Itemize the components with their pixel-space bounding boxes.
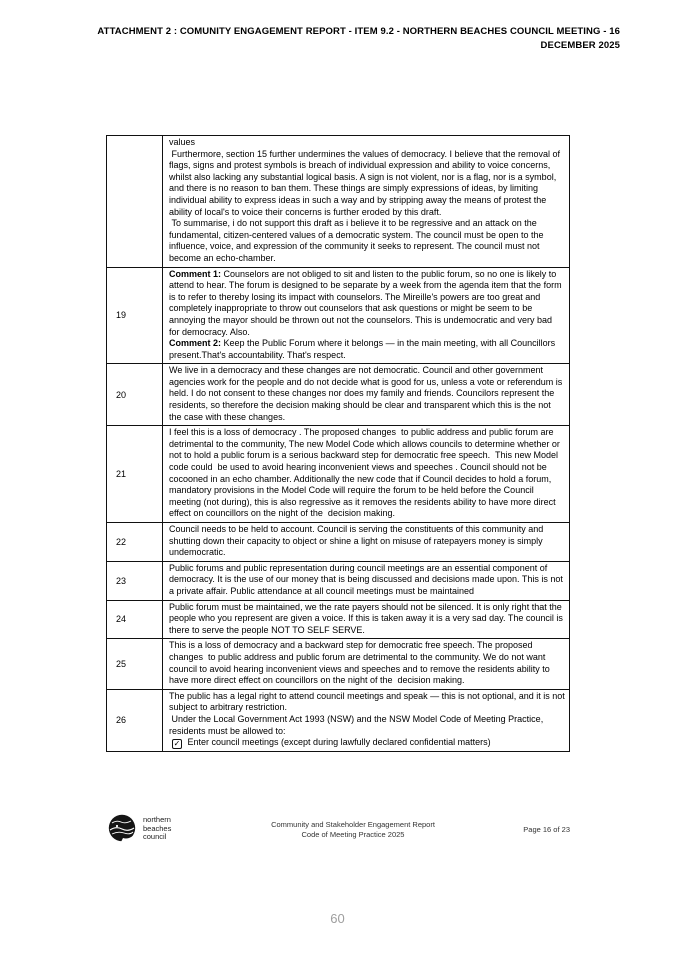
comment-paragraph — [169, 149, 565, 219]
comment-label: Comment 2: — [169, 338, 222, 349]
footer-org-line: northern — [143, 815, 171, 824]
comment-text: Enter council meetings (except during lawfully declared confidential matters) — [185, 737, 491, 748]
comment-text: This is a loss of democracy and a backward step for democratic free speech. The proposed changes to public address and public forum are detrimental to the community. We do not want council to avoid hearing inconvenient views and speeches and to remove the residents ability to have more direct effect on councillors on the night of the decision making. — [169, 640, 553, 686]
comment-text: Counselors are not obliged to sit and listen to the public forum, so no one is likely to attend to hear. The forum is designed to be separate by a week from the agenda item that the form is to refer to thereby losing its impact with counselors. The Mireille's powers are too great and completely inappropriate to throw out counselors that ask questions or might be seem to be annoying the mayor should be thrown out not the counselors. This is undemocratic and very bad for democracy. Also. — [169, 268, 565, 337]
table-row — [107, 561, 569, 600]
footer-report-line2: Code of Meeting Practice 2025 — [301, 830, 405, 839]
attachment-header-line1: ATTACHMENT 2 : COMUNITY ENGAGEMENT REPORT - ITEM 9.2 - NORTHERN BEACHES COUNCIL MEETING - 16 — [97, 26, 620, 37]
row-comment — [163, 523, 569, 561]
row-number: 21 — [107, 426, 163, 522]
checkbox-checked-icon: ✓ — [173, 739, 181, 749]
footer-page-label: Page 16 of 23 — [523, 825, 570, 834]
comment-paragraph — [169, 563, 565, 598]
comment-paragraph — [169, 338, 565, 361]
comment-paragraph — [169, 365, 565, 423]
comment-text: Furthermore, section 15 further undermines the values of democracy. I believe that the removal of flags, signs and protest symbols is breach of individual expression and ability to voice concerns, whilst also lacking any substantial logical basis. A sign is not violent, nor is a flag, nor is a symbol, and there is no reason to ban them. These things are simply expressions of ideas, by limiting individual ability to express ideas in such a way and by stripping away the means of protest the ability of local's to voice their concerns is further eroded by this draft. — [169, 148, 563, 217]
comment-paragraph — [169, 640, 565, 686]
comment-paragraph — [169, 690, 568, 714]
row-comment — [163, 426, 569, 522]
comment-text: Keep the Public Forum where it belongs — in the main meeting, with all Councillors present.That's accountability. That's respect. — [169, 338, 558, 360]
comment-text: Council needs to be held to account. Council is serving the constituents of this community and shutting down their capacity to object or shine a light on misuse of ratepayers money is simply undemocratic. — [169, 524, 546, 558]
comment-text: We live in a democracy and these changes are not democratic. Council and other government agencies work for the people and do not decide what is good for us, unless a vote or referendum is held. I do not consent to these changes nor does my family and friends. Councilors represent the residents, so therefore the decision making should be clear and transparent which this is the not the case with these changes. — [169, 365, 565, 422]
attachment-header-line2: DECEMBER 2025 — [540, 40, 620, 51]
row-number: 25 — [107, 639, 163, 688]
table-row — [107, 638, 569, 688]
comment-text: values — [169, 137, 196, 147]
row-comment — [163, 601, 569, 639]
comment-label: Comment 1: — [169, 268, 222, 279]
comment-text: I feel this is a loss of democracy . The proposed changes to public address and public forum are detrimental to the community, The new Model Code which allows councils to determine whether or not to hold a public forum is a serious backward step for democratic free speech. This new Model code could be used to avoid hearing inconvenient views and speeches . Council should not be cocooned in an echo chamber. Additionally the new code that if Council decides to hold a forum, mandatory provisions in the Model Code will require the forum to be held before the Council meeting (not during), this is also regressive as it removes the residents ability to have more direct effect on councillors on the night of the decision making. — [169, 427, 563, 519]
submissions-table — [106, 135, 570, 752]
comment-paragraph — [169, 218, 565, 264]
table-row — [107, 600, 569, 639]
attachment-header — [54, 25, 620, 53]
table-row — [107, 363, 569, 425]
row-number: 23 — [107, 562, 163, 600]
row-comment — [163, 136, 569, 267]
table-row — [107, 425, 569, 522]
table-row — [107, 522, 569, 561]
comment-paragraph — [169, 714, 565, 737]
comment-paragraph — [169, 737, 565, 749]
comment-paragraph — [169, 427, 565, 520]
row-comment — [163, 690, 569, 751]
row-comment — [163, 562, 569, 600]
pdf-page-number: 60 — [330, 911, 345, 926]
comment-text: The public has a legal right to attend council meetings and speak — this is not optional, and it is not subject to arbitrary restriction. — [169, 690, 568, 713]
comment-text: Under the Local Government Act 1993 (NSW) and the NSW Model Code of Meeting Practice, residents must be allowed to: — [169, 713, 546, 736]
comment-text: To summarise, i do not support this draft as i believe it to be regressive and an attack on the fundamental, citizen-centered values of a democratic system. The council must be open to the influence, voice, and expression of the community it seeks to represent. The council must not become an echo-chamber. — [169, 218, 547, 263]
row-number: 20 — [107, 364, 163, 425]
footer-report-line1: Community and Stakeholder Engagement Report — [271, 820, 435, 829]
row-number: 22 — [107, 523, 163, 561]
row-number: 24 — [107, 601, 163, 639]
table-row — [107, 136, 569, 267]
comment-paragraph — [169, 137, 565, 149]
page-footer — [0, 813, 675, 849]
table-row — [107, 689, 569, 751]
row-number: 19 — [107, 268, 163, 364]
comment-paragraph — [169, 524, 565, 559]
comment-paragraph — [169, 602, 565, 637]
footer-org-line: council — [143, 832, 167, 842]
council-logo-icon — [108, 814, 137, 843]
row-comment — [163, 639, 569, 688]
row-comment — [163, 364, 569, 425]
comment-text: Public forums and public representation during council meetings are an essential component of democracy. It is the use of our money that is being discussed and decisions made upon. This is not a private affair. Public attendance at all council meetings must be maintained — [169, 562, 566, 596]
footer-org-line: beaches — [143, 823, 172, 833]
comment-text: Public forum must be maintained, we the rate payers should not be silenced. It is only right that the people who you represent are given a voice. If this is taken away it is a very sad day. The council is there to serve the people NOT TO SELF SERVE. — [169, 601, 566, 635]
footer-report-title — [168, 820, 538, 840]
row-comment — [163, 268, 569, 364]
row-number — [107, 136, 163, 267]
table-row — [107, 267, 569, 364]
row-number: 26 — [107, 690, 163, 751]
comment-paragraph — [169, 269, 565, 339]
